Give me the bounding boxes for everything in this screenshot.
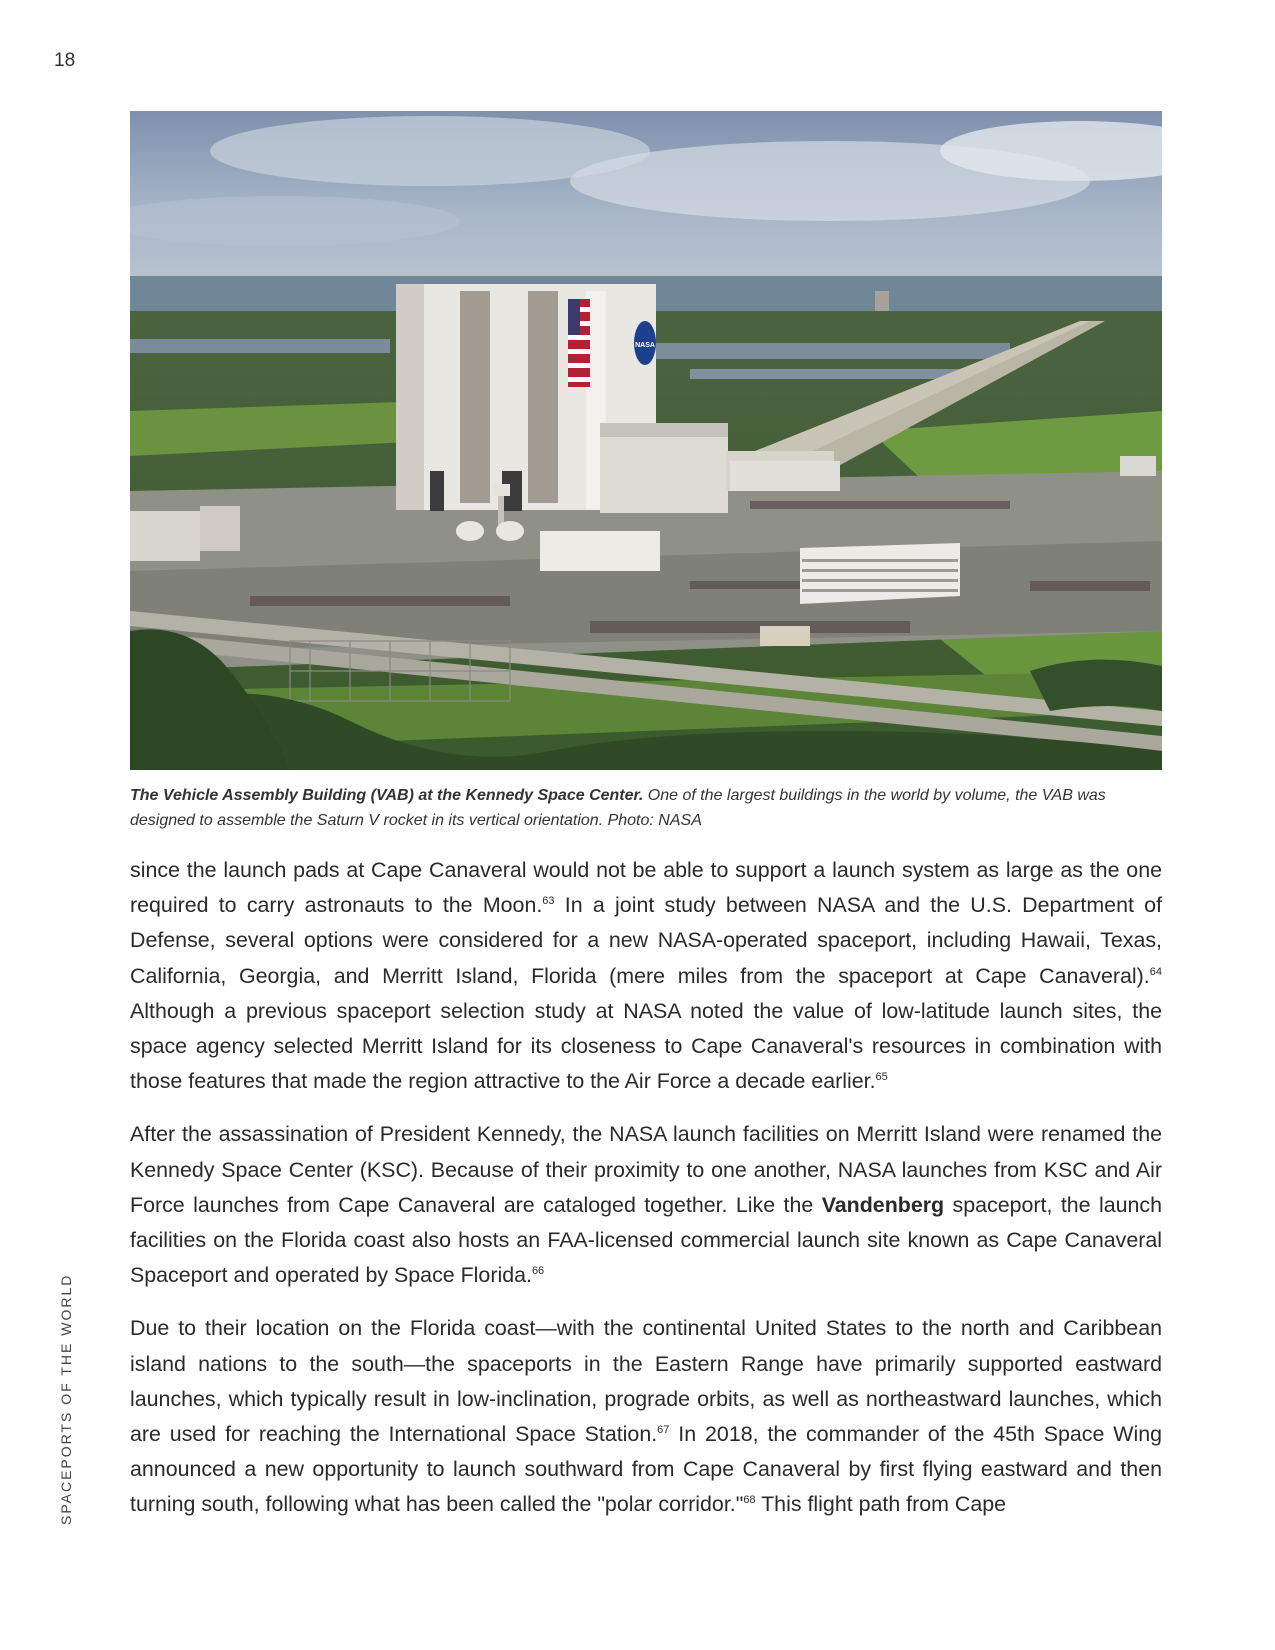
- text-run: since the launch pads at Cape Canaveral would not be able to support a launch system as large as the one required to carry astronauts to the Moon.: [130, 858, 1162, 918]
- footnote-marker: 67: [657, 1423, 670, 1436]
- paragraph: [130, 1311, 1162, 1522]
- caption-title: The Vehicle Assembly Building (VAB) at the Kennedy Space Center.: [130, 787, 644, 804]
- footnote-marker: 64: [1149, 965, 1162, 978]
- text-run: This flight path from Cape: [755, 1492, 1007, 1517]
- footnote-marker: 65: [875, 1071, 888, 1084]
- text-run: After the assassination of President Kennedy, the NASA launch facilities on Merritt Island were renamed the Kennedy Space Center (KSC). Because of their proximity to one another, NASA launches from KSC and Air Force launches from Cape Canaveral are cataloged together. Like the: [130, 1122, 1162, 1217]
- paragraph: [130, 1117, 1162, 1293]
- text-run: Although a previous spaceport selection study at NASA noted the value of low-latitude launch sites, the space agency selected Merritt Island for its closeness to Cape Canaveral's resources in combination with those features that made the region attractive to the Air Force a decade earlier.: [130, 998, 1162, 1094]
- text-run: Due to their location on the Florida coast—with the continental United States to the north and Caribbean island nations to the south—the spaceports in the Eastern Range have primarily supported eastward launches, which typically result in low-inclination, prograde orbits, as well as northeastward launches, which are used for reaching the International Space Station.: [130, 1316, 1162, 1447]
- footnote-marker: 63: [542, 895, 555, 908]
- figure-caption: [130, 783, 1162, 833]
- svg-text:NASA: NASA: [635, 342, 655, 349]
- bold-term: Vandenberg: [821, 1192, 945, 1217]
- footnote-marker: 66: [531, 1265, 545, 1278]
- nasa-logo: [634, 321, 656, 365]
- text-run: In a joint study between NASA and the U.S. Department of Defense, several options were considered for a new NASA-operated spaceport, including Hawaii, Texas, California, Georgia, and Merritt Island, Florida (mere miles from the spaceport at Cape Canaveral).: [130, 893, 1163, 988]
- office-building: [800, 543, 960, 604]
- body-text: [130, 853, 1162, 1541]
- caption-text: One of the largest buildings in the world by volume, the VAB was designed to assemble the Saturn V rocket in its vertical orientation. Photo: NASA: [130, 787, 1106, 829]
- footnote-marker: 68: [743, 1494, 756, 1507]
- paragraph: [130, 853, 1162, 1099]
- running-title: SPACEPORTS OF THE WORLD: [58, 1273, 74, 1525]
- text-run: spaceport, the launch facilities on the Florida coast also hosts an FAA-licensed commercial launch site known as Cape Canaveral Spaceport and operated by Space Florida.: [130, 1192, 1162, 1288]
- page-number: 18: [54, 50, 76, 71]
- vab-photo: [130, 111, 1162, 770]
- text-run: In 2018, the commander of the 45th Space Wing announced a new opportunity to launch southward from Cape Canaveral by first flying eastward and then turning south, following what has been called the "polar corridor.": [130, 1422, 1163, 1517]
